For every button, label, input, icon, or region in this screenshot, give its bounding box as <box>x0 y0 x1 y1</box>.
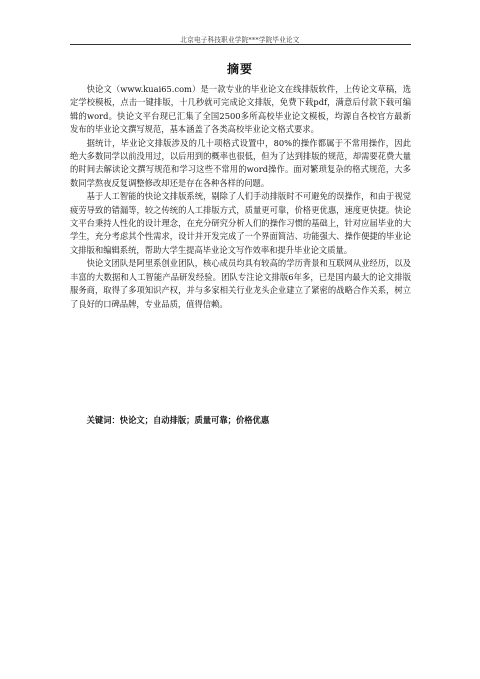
header-rule <box>70 44 411 45</box>
keywords-line: 关键词：快论文；自动排版；质量可靠；价格优惠 <box>86 415 270 425</box>
running-header: 北京电子科技职业学院***学院毕业论文 <box>180 36 300 44</box>
abstract-paragraph-1: 快论文（www.kuai65.com）是一款专业的毕业论文在线排版软件，上传论文草稿，选定学校模板，点击一键排版，十几秒就可完成论文排版，免费下载pdf，满意后付款下载可编辑的word。快论文平台现已汇集了全国2500多所高校毕业论文模板，均源自各校官方最新发布的毕业论文撰写规范，基本涵盖了各类高校毕业论文格式要求。 <box>70 84 411 135</box>
abstract-body <box>70 83 411 311</box>
abstract-title: 摘要 <box>226 62 253 76</box>
abstract-paragraph-2: 据统计，毕业论文排版涉及的几十项格式设置中，80%的操作都属于不常用操作，因此绝大多数同学以前没用过，以后用到的概率也很低，但为了达到排版的规范，却需要花费大量的时间去解读论文撰写规范和学习这些不常用的word操作。面对繁琐复杂的格式规范，大多数同学熬夜反复调整修改却还是存在各种各样的问题。 <box>70 137 411 188</box>
abstract-paragraph-3: 基于人工智能的快论文排版系统，剔除了人们手动排版时不可避免的误操作，和由于视觉疲劳导致的错漏等，较之传统的人工排版方式，质量更可靠，价格更优惠，速度更快捷。快论文平台秉持人性化的设计理念，在充分研究分析人们的操作习惯的基础上，针对应届毕业的大学生，充分考虑其个性需求，设计并开发完成了一个界面简洁、功能强大、操作便捷的毕业论文排版和编辑系统，帮助大学生提高毕业论文写作效率和提升毕业论文质量。 <box>70 191 411 255</box>
abstract-paragraph-4: 快论文团队是阿里系创业团队，核心成员均具有较高的学历背景和互联网从业经历，以及丰富的大数据和人工智能产品研发经验。团队专注论文排版6年多，已是国内最大的论文排版服务商，取得了多项知识产权，并与多家相关行业龙头企业建立了紧密的战略合作关系，树立了良好的口碑品牌，专业品质，值得信赖。 <box>70 258 411 309</box>
